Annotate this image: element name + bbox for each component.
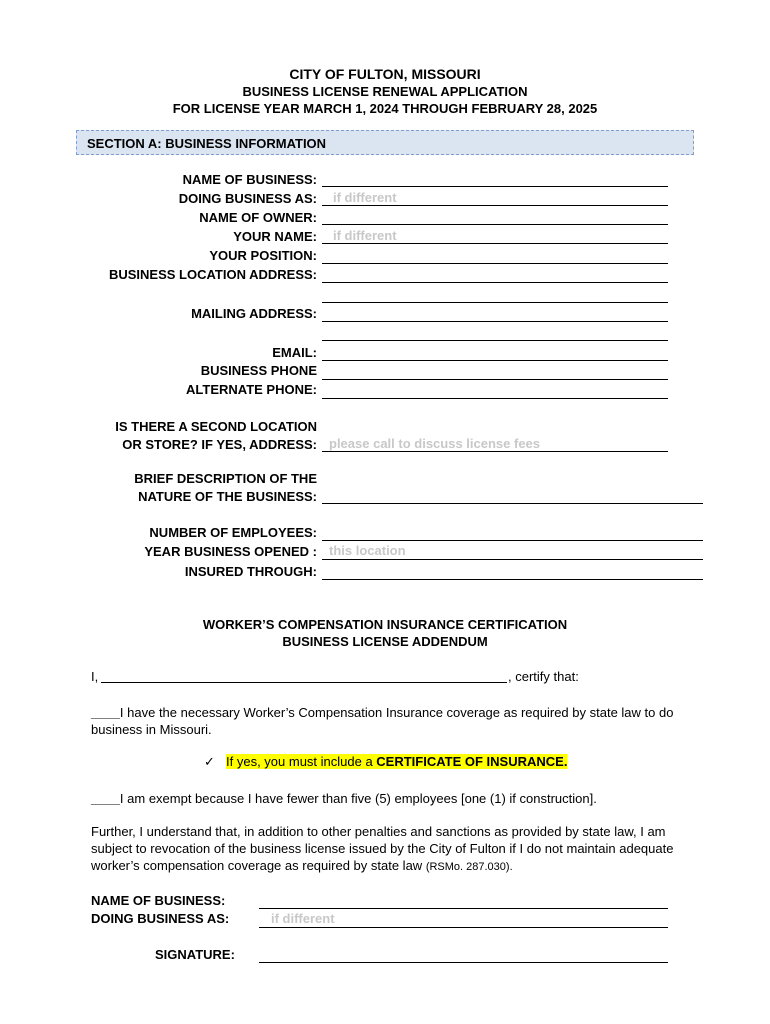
label-year-opened: YEAR BUSINESS OPENED : <box>144 544 317 559</box>
label-email: EMAIL: <box>272 345 317 360</box>
field-your-name[interactable] <box>322 243 668 244</box>
field-mailing-address-1[interactable] <box>322 321 668 322</box>
label-employees: NUMBER OF EMPLOYEES: <box>149 525 317 540</box>
field-business-location-2[interactable] <box>322 302 668 303</box>
section-a-header <box>76 130 694 155</box>
exempt-blank[interactable]: ____ <box>91 791 120 806</box>
hint-doing-business-as: if different <box>333 190 397 205</box>
further-text: Further, I understand that, in addition to other penalties and sanctions as provided by state law, I am subject to revocation of the business license issued by the City of Fulton if I do not maintain adequate worker’s compensation coverage as required by state law <box>91 824 674 873</box>
field-second-location[interactable] <box>322 451 668 452</box>
addendum-title-2: BUSINESS LICENSE ADDENDUM <box>282 634 488 649</box>
hint-second-location: please call to discuss license fees <box>329 436 541 451</box>
addendum-title-1: WORKER’S COMPENSATION INSURANCE CERTIFICATION <box>202 617 568 632</box>
field-description[interactable] <box>322 503 703 504</box>
label-insured-through: INSURED THROUGH: <box>184 564 317 579</box>
label-your-position: YOUR POSITION: <box>209 248 317 263</box>
label-addendum-doing-business-as: DOING BUSINESS AS: <box>91 911 230 926</box>
license-period: FOR LICENSE YEAR MARCH 1, 2024 THROUGH FEBRUARY 28, 2025 <box>172 101 598 116</box>
label-name-of-business: NAME OF BUSINESS: <box>182 172 317 187</box>
field-doing-business-as[interactable] <box>322 205 668 206</box>
form-title: BUSINESS LICENSE RENEWAL APPLICATION <box>242 84 528 99</box>
field-business-phone[interactable] <box>322 379 668 380</box>
label-business-phone: BUSINESS PHONE <box>200 363 317 378</box>
label-mailing-address: MAILING ADDRESS: <box>191 306 317 321</box>
label-addendum-name-of-business: NAME OF BUSINESS: <box>91 893 226 908</box>
label-description-2: NATURE OF THE BUSINESS: <box>138 489 317 504</box>
have-coverage-statement <box>91 704 701 738</box>
certificate-text: CERTIFICATE OF INSURANCE. <box>376 754 568 769</box>
field-alternate-phone[interactable] <box>322 398 668 399</box>
label-name-of-owner: NAME OF OWNER: <box>199 210 317 225</box>
check-icon: ✓ <box>204 754 215 769</box>
label-second-location-1: IS THERE A SECOND LOCATION <box>115 419 317 434</box>
certificate-notice <box>226 754 567 769</box>
exempt-statement <box>91 790 701 807</box>
hint-addendum-doing-business-as: if different <box>271 911 335 926</box>
have-coverage-blank[interactable]: ____ <box>91 705 120 720</box>
label-business-location: BUSINESS LOCATION ADDRESS: <box>108 267 317 282</box>
field-name-of-owner[interactable] <box>322 224 668 225</box>
label-second-location-2: OR STORE? IF YES, ADDRESS: <box>122 437 317 452</box>
label-description-1: BRIEF DESCRIPTION OF THE <box>134 471 317 486</box>
section-a-title: SECTION A: BUSINESS INFORMATION <box>87 136 327 151</box>
hint-your-name: if different <box>333 228 397 243</box>
label-your-name: YOUR NAME: <box>233 229 317 244</box>
field-addendum-doing-business-as[interactable] <box>259 927 668 928</box>
field-mailing-address-2[interactable] <box>322 340 668 341</box>
field-signature[interactable] <box>259 962 668 963</box>
certify-prefix: I, <box>91 669 99 684</box>
rsmo-reference: (RSMo. 287.030). <box>425 861 513 873</box>
label-doing-business-as: DOING BUSINESS AS: <box>178 191 317 206</box>
field-your-position[interactable] <box>322 263 668 264</box>
field-employees[interactable] <box>322 540 703 541</box>
label-alternate-phone: ALTERNATE PHONE: <box>186 382 317 397</box>
field-year-opened[interactable] <box>322 559 703 560</box>
field-name-of-business[interactable] <box>322 186 668 187</box>
further-statement <box>91 823 701 876</box>
field-addendum-name-of-business[interactable] <box>259 908 668 909</box>
have-coverage-text: I have the necessary Worker’s Compensation Insurance coverage as required by state law to do business in Missouri. <box>91 705 674 737</box>
exempt-text: I am exempt because I have fewer than five (5) employees [one (1) if construction]. <box>119 791 597 806</box>
city-title: CITY OF FULTON, MISSOURI <box>289 66 481 82</box>
if-yes-text: If yes, you must include a <box>226 754 377 769</box>
certify-name-field[interactable] <box>101 682 507 683</box>
hint-year-opened: this location <box>329 543 406 558</box>
certify-suffix: , certify that: <box>508 669 579 684</box>
field-email[interactable] <box>322 360 668 361</box>
field-insured-through[interactable] <box>322 579 703 580</box>
label-signature: SIGNATURE: <box>155 947 235 962</box>
field-business-location-1[interactable] <box>322 282 668 283</box>
